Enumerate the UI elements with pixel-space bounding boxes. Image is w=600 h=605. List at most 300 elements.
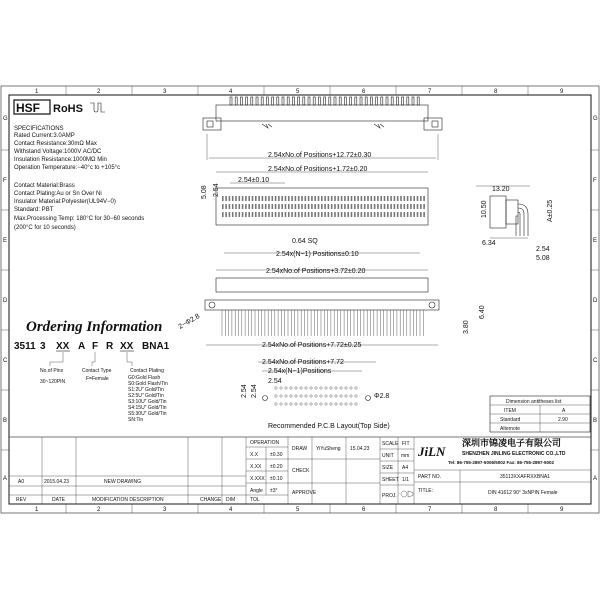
pcb-hole: [310, 403, 312, 405]
connector-tooth: [313, 97, 315, 105]
row-label-right: E: [593, 238, 598, 244]
pin-contact: [367, 212, 369, 217]
pin-contact: [268, 196, 270, 201]
pin-contact: [272, 204, 274, 209]
pin-contact: [291, 204, 293, 209]
pin-contact: [235, 196, 237, 201]
row-label-left: E: [3, 238, 8, 244]
pin-contact: [245, 204, 247, 209]
dim-side-a: A±0.25: [547, 199, 554, 222]
tol-cell: Angle: [250, 488, 263, 494]
pin-contact: [301, 212, 303, 217]
pin-contact: [311, 204, 313, 209]
pin-contact: [245, 212, 247, 217]
pin-contact: [410, 212, 412, 217]
spec-line: Operation Temperature:−40°c to +105°c: [14, 165, 121, 171]
row-label-right: B: [593, 418, 598, 424]
dim-front-hole: 2−Φ2.8: [177, 313, 202, 331]
approve-label: APPROVE: [292, 490, 317, 496]
pin-contact: [354, 212, 356, 217]
rev-header: TOL: [250, 497, 260, 503]
pcb-hole: [305, 403, 307, 405]
plating-option: G0:Gold Flash: [128, 375, 161, 381]
pin-contact: [361, 196, 363, 201]
pin-contact: [318, 212, 320, 217]
sheet-value: 1/1: [402, 477, 409, 483]
pin-contact: [308, 196, 310, 201]
connector-tooth: [350, 97, 352, 105]
pin-contact: [338, 196, 340, 201]
spec-line: Contact Resistance:30mΩ Max: [14, 141, 97, 147]
row-label-left: C: [3, 358, 8, 364]
pin-contact: [347, 196, 349, 201]
pin-contact: [341, 212, 343, 217]
connector-tooth: [381, 97, 383, 105]
col-label-top: 9: [560, 89, 564, 95]
pin-contact: [364, 204, 366, 209]
rev-cell: A0: [18, 479, 25, 485]
rohs-logo: RoHS: [53, 103, 83, 115]
pin-contact: [314, 196, 316, 201]
pin-contact: [417, 196, 419, 201]
draw-label: DRAW: [292, 446, 308, 452]
pin-contact: [321, 196, 323, 201]
plating-option: S0:Gold Flash/Tin: [128, 381, 168, 387]
col-label-top: 1: [35, 89, 39, 95]
pin-contact: [222, 204, 224, 209]
pin-contact: [321, 204, 323, 209]
pin-contact: [404, 212, 406, 217]
col-label-top: 4: [229, 89, 233, 95]
pcb-hole: [345, 403, 347, 405]
operation-label: OPERATION: [250, 440, 280, 446]
pin-contact: [314, 212, 316, 217]
unit-value: mm: [401, 453, 410, 459]
dimtable-title: Dimension antitheses list: [506, 399, 562, 405]
pin-contact: [407, 196, 409, 201]
pcb-hole: [330, 387, 332, 389]
pin-contact: [242, 212, 244, 217]
projection-symbol-icon: [401, 491, 413, 497]
pcb-hole: [290, 387, 292, 389]
row-label-left: B: [3, 418, 8, 424]
pin-contact: [374, 196, 376, 201]
pin-contact: [354, 204, 356, 209]
pin-contact: [305, 212, 307, 217]
row-label-right: C: [593, 358, 598, 364]
pin-contact: [291, 212, 293, 217]
pin-contact: [281, 204, 283, 209]
pin-contact: [390, 196, 392, 201]
connector-tooth: [266, 97, 268, 105]
pcb-hole: [285, 387, 287, 389]
pcb-hole: [325, 403, 327, 405]
pin-contact: [239, 212, 241, 217]
pcb-hole: [315, 387, 317, 389]
pin-contact: [344, 196, 346, 201]
pin-contact: [295, 204, 297, 209]
dim-front-640: 6.40: [479, 305, 486, 319]
tol-cell: ±3°: [270, 488, 278, 494]
pcb-hole: [340, 395, 342, 397]
pin-contact: [380, 196, 382, 201]
pin-contact: [305, 204, 307, 209]
connector-tooth: [391, 97, 393, 105]
connector-tooth: [261, 97, 263, 105]
pcb-hole: [355, 387, 357, 389]
connector-tooth: [412, 97, 414, 105]
spec-line: Withstand Voltage:1000V AC/DC: [14, 149, 102, 155]
col-label-top: 5: [296, 89, 300, 95]
pcb-hole: [355, 403, 357, 405]
pin-contact: [298, 204, 300, 209]
pin-contact: [371, 212, 373, 217]
pin-contact: [351, 196, 353, 201]
pin-contact: [384, 196, 386, 201]
pin-contact: [225, 212, 227, 217]
company-logo: JiLN: [418, 444, 446, 459]
pcb-hole: [325, 395, 327, 397]
dim-sq: 0.64 SQ: [292, 238, 318, 245]
pcb-hole: [280, 387, 282, 389]
pcb-hole: [280, 403, 282, 405]
pcb-hole: [335, 395, 337, 397]
connector-tooth: [287, 97, 289, 105]
spec-line: Max.Processing Temp: 180°C for 30−60 seconds: [14, 216, 145, 222]
connector-tooth: [318, 97, 320, 105]
connector-tooth: [303, 97, 305, 105]
pin-contact: [413, 212, 415, 217]
pcb-hole: [300, 387, 302, 389]
pin-contact: [364, 212, 366, 217]
pin-contact: [222, 196, 224, 201]
pin-contact: [262, 196, 264, 201]
pcb-hole: [305, 387, 307, 389]
pin-contact: [377, 196, 379, 201]
dim-pcb-a: 2.54xNo.of Positions+7.72: [262, 359, 344, 366]
pin-contact: [281, 212, 283, 217]
pin-contact: [298, 196, 300, 201]
pin-contact: [410, 196, 412, 201]
pin-contact: [288, 212, 290, 217]
hsf-logo-text: HSF: [16, 101, 40, 115]
pcb-hole: [300, 395, 302, 397]
part-no-label: PART NO.: [418, 474, 442, 480]
pcb-hole: [310, 387, 312, 389]
pin-contact: [285, 204, 287, 209]
pin-contact: [232, 196, 234, 201]
dim-side-1050: 10.50: [481, 200, 488, 218]
plating-option: S5:30U" Gold/Tin: [128, 411, 167, 417]
pin-contact: [258, 212, 260, 217]
row-label-left: A: [3, 476, 8, 482]
pcb-hole: [345, 395, 347, 397]
pin-contact: [295, 196, 297, 201]
rev-header: CHANGE: [200, 497, 222, 503]
pin-contact: [265, 204, 267, 209]
pin-contact: [374, 212, 376, 217]
row-label-right: D: [593, 298, 598, 304]
pin-contact: [248, 204, 250, 209]
dimtable-cell: Alternote: [500, 426, 521, 432]
connector-tooth: [230, 97, 232, 105]
pin-contact: [298, 212, 300, 217]
pin-contact: [321, 212, 323, 217]
pin-contact: [331, 212, 333, 217]
connector-tooth: [334, 97, 336, 105]
plating-option: S4:15U" Gold/Tin: [128, 405, 167, 411]
dim-pcb-hole: Φ2.8: [374, 393, 390, 400]
unit-label: UNIT: [382, 453, 394, 459]
code-part: 3: [40, 341, 46, 352]
pcb-hole: [305, 395, 307, 397]
pin-contact: [384, 212, 386, 217]
pin-contact: [225, 196, 227, 201]
dim-pcb-c: 2.54: [268, 378, 282, 385]
pin-contact: [397, 196, 399, 201]
pcb-hole: [275, 387, 277, 389]
pin-contact: [380, 212, 382, 217]
code-part: A: [78, 341, 86, 352]
drawer-name: YiYuSheng: [316, 446, 341, 452]
pin-contact: [242, 204, 244, 209]
pin-contact: [222, 212, 224, 217]
pin-contact: [338, 212, 340, 217]
size-label: SIZE: [382, 465, 394, 471]
pin-contact: [400, 212, 402, 217]
rev-header: DATE: [52, 497, 65, 503]
dim-n1: 2.54x(N−1) Positions±0.10: [276, 251, 359, 258]
pin-contact: [291, 196, 293, 201]
tol-cell: ±0.20: [270, 464, 283, 470]
pin-contact: [229, 204, 231, 209]
specs-title: SPECIFICATIONS: [14, 126, 64, 132]
dim-side-1320: 13.20: [492, 186, 510, 193]
dim-pcb-b: 2.54x(N−1)Positions: [268, 368, 332, 375]
row-label-right: G: [593, 116, 598, 122]
pcb-hole: [320, 387, 322, 389]
pin-contact: [258, 196, 260, 201]
pin-contact: [318, 204, 320, 209]
plating-option: S3:10U" Gold/Tin: [128, 399, 167, 405]
pin-contact: [364, 196, 366, 201]
front-view: [178, 268, 487, 349]
col-label-bottom: 3: [163, 507, 167, 513]
col-label-top: 7: [428, 89, 432, 95]
pin-contact: [354, 196, 356, 201]
spec-line: Contact Plating:Au or Sn Over Ni: [14, 191, 102, 197]
dim-top-a: 2.54xNo.of Positions+12.72±0.30: [268, 152, 372, 159]
pin-contact: [367, 204, 369, 209]
spec-line: (200°C for 10 seconds): [14, 225, 76, 231]
pcb-hole: [295, 403, 297, 405]
row-label-left: F: [3, 178, 7, 184]
pin-contact: [404, 204, 406, 209]
pin-contact: [328, 196, 330, 201]
pin-contact: [347, 204, 349, 209]
pin-contact: [400, 204, 402, 209]
pin-contact: [239, 196, 241, 201]
tol-cell: ±0.10: [270, 476, 283, 482]
connector-tooth: [339, 97, 341, 105]
pin-contact: [305, 196, 307, 201]
pcb-hole: [280, 395, 282, 397]
pcb-hole: [285, 395, 287, 397]
pcb-hole: [350, 395, 352, 397]
col-label-top: 6: [362, 89, 366, 95]
pin-contact: [225, 204, 227, 209]
code-part: R: [106, 341, 114, 352]
pin-contact: [384, 204, 386, 209]
spec-line: Rated Current:3.0AMP: [14, 133, 75, 139]
pin-contact: [417, 212, 419, 217]
row-label-left: D: [3, 298, 8, 304]
pin-contact: [377, 204, 379, 209]
dim-v508: 5.08: [201, 185, 208, 199]
draw-date: 15.04.23: [350, 446, 370, 452]
pin-contact: [341, 196, 343, 201]
pin-contact: [371, 196, 373, 201]
pin-contact: [357, 196, 359, 201]
col-label-bottom: 4: [229, 507, 233, 513]
col-label-bottom: 5: [296, 507, 300, 513]
col-label-top: 2: [97, 89, 101, 95]
pin-contact: [394, 196, 396, 201]
pin-contact: [407, 212, 409, 217]
connector-tooth: [292, 97, 294, 105]
dimtable-header: A: [562, 408, 566, 414]
dim-pcb-v1: 2.54: [241, 384, 248, 398]
pin-contact: [413, 196, 415, 201]
pin-contact: [308, 204, 310, 209]
pin-contact: [344, 212, 346, 217]
row-label-right: A: [593, 476, 598, 482]
pin-contact: [265, 212, 267, 217]
company-name-cn: 深圳市锦凌电子有限公司: [462, 438, 562, 448]
pin-contact: [245, 196, 247, 201]
code-part: XX: [56, 341, 70, 352]
connector-tooth: [240, 97, 242, 105]
hsf-logo: [14, 100, 50, 115]
col-label-top: 3: [163, 89, 167, 95]
pcb-hole: [315, 403, 317, 405]
plating-option: SN:Tin: [128, 417, 144, 423]
pin-contact: [328, 204, 330, 209]
part-no: 35113XXAFRXXBNA1: [500, 474, 550, 480]
pcb-hole: [340, 387, 342, 389]
side-view: [476, 186, 554, 262]
connector-tooth: [376, 97, 378, 105]
pcb-hole: [300, 403, 302, 405]
pcb-hole: [335, 387, 337, 389]
col-label-bottom: 7: [428, 507, 432, 513]
pin-contact: [324, 196, 326, 201]
plating-option: S2:5U" Gold/Tin: [128, 393, 164, 399]
pin-contact: [278, 212, 280, 217]
connector-tooth: [329, 97, 331, 105]
pin-contact: [357, 204, 359, 209]
row-label-right: F: [593, 178, 597, 184]
pin-contact: [235, 204, 237, 209]
company-name-en: SHENZHEN JINLING ELECTRONIC CO.,LTD: [462, 451, 566, 457]
connector-tooth: [396, 97, 398, 105]
pin-contact: [334, 212, 336, 217]
pin-contact: [423, 196, 425, 201]
connector-tooth: [370, 97, 372, 105]
pin-contact: [285, 196, 287, 201]
pcb-hole: [315, 395, 317, 397]
pin-contact: [248, 212, 250, 217]
tol-cell: X.XXX: [250, 476, 265, 482]
ordering-title: Ordering Information: [26, 319, 163, 335]
dimtable-cell: Standard: [500, 417, 521, 423]
pin-contact: [272, 212, 274, 217]
pin-contact: [314, 204, 316, 209]
pcb-hole: [350, 403, 352, 405]
connector-tooth: [417, 97, 419, 105]
connector-tooth: [360, 97, 362, 105]
connector-tooth: [355, 97, 357, 105]
dim-pitch: 2.54±0.10: [238, 177, 270, 184]
pin-contact: [232, 212, 234, 217]
connector-tooth: [407, 97, 409, 105]
code-part: 3511: [14, 341, 36, 352]
pin-contact: [265, 196, 267, 201]
pcb-hole: [335, 403, 337, 405]
pin-contact: [262, 204, 264, 209]
pin-contact: [394, 212, 396, 217]
col-label-bottom: 9: [560, 507, 564, 513]
pcb-hole: [295, 395, 297, 397]
code-part: F: [92, 341, 99, 352]
pin-contact: [400, 196, 402, 201]
pcb-caption: Recommended P.C.B Layout(Top Side): [268, 423, 390, 430]
spec-line: Standard: PBT: [14, 207, 54, 213]
pin-contact: [311, 212, 313, 217]
pin-contact: [371, 204, 373, 209]
tol-cell: X.XX: [250, 464, 262, 470]
title-label: TITLE:: [418, 488, 434, 494]
pcb-hole: [295, 387, 297, 389]
pins-range: 30~120PIN: [40, 379, 66, 385]
pin-contact: [380, 204, 382, 209]
pin-contact: [334, 196, 336, 201]
sheet-label: SHEET: [382, 477, 399, 483]
pin-contact: [361, 212, 363, 217]
pcb-hole: [275, 395, 277, 397]
pin-contact: [258, 204, 260, 209]
pin-contact: [255, 196, 257, 201]
pin-contact: [268, 212, 270, 217]
connector-tooth: [365, 97, 367, 105]
connector-tooth: [324, 97, 326, 105]
pin-contact: [255, 204, 257, 209]
title-block: [9, 437, 591, 504]
connector-tooth: [282, 97, 284, 105]
dim-top-b: 2.54xNo.of Positions+1.72±0.20: [268, 166, 368, 173]
pin-contact: [357, 212, 359, 217]
pin-contact: [301, 204, 303, 209]
pin-contact: [351, 212, 353, 217]
pin-contact: [390, 212, 392, 217]
pin-contact: [229, 212, 231, 217]
company-tel: Tel: 86-755-2897-5006/5002 Fax: 86-755-2897-5002: [448, 460, 554, 465]
pin-contact: [301, 196, 303, 201]
pin-contact: [423, 212, 425, 217]
pin-contact: [410, 204, 412, 209]
pin-contact: [252, 196, 254, 201]
pin-contact: [324, 204, 326, 209]
